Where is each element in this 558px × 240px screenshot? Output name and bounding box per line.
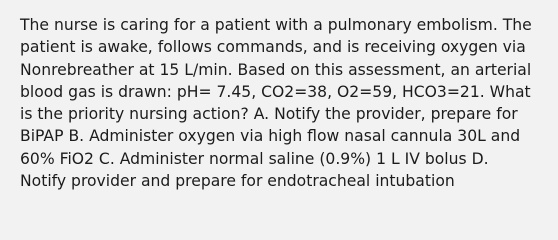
question-line: blood gas is drawn: pH= 7.45, CO2=38, O2=59, HCO3=21. What: [20, 82, 531, 101]
question-line: is the priority nursing action? A. Notify the provider, prepare for: [20, 105, 518, 124]
question-line: Nonrebreather at 15 L/min. Based on this assessment, an arterial: [20, 60, 532, 79]
question-line: Notify provider and prepare for endotracheal intubation: [20, 172, 455, 191]
question-line: BiPAP B. Administer oxygen via high flow nasal cannula 30L and: [20, 127, 521, 146]
question-text: [20, 14, 544, 192]
question-line: The nurse is caring for a patient with a pulmonary embolism. The: [20, 16, 532, 34]
question-line: 60% FiO2 C. Administer normal saline (0.9%) 1 L IV bolus D.: [20, 149, 489, 168]
question-line: patient is awake, follows commands, and is receiving oxygen via: [20, 38, 526, 57]
